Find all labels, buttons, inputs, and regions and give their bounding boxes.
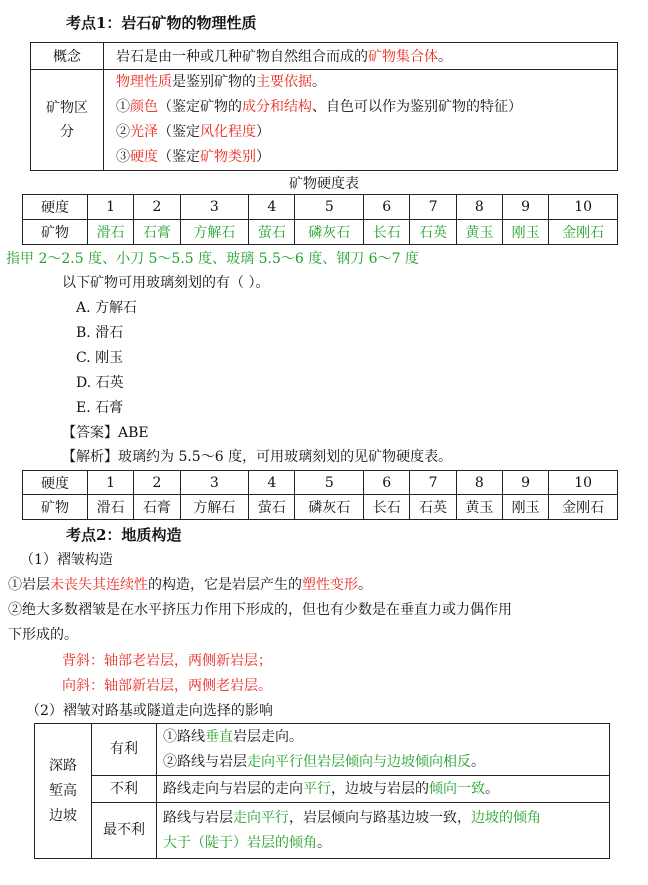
- distinction-line-3: [116, 120, 617, 145]
- mineral-cell: 长石: [364, 220, 410, 245]
- fold-point-2-line1: ②绝大多数褶皱是在水平挤压力作用下形成的，但也有少数是在垂直力或力偶作用: [8, 602, 512, 618]
- subheading-fold: （1）褶皱构造: [20, 552, 113, 568]
- option-d: D. 石英: [76, 375, 124, 391]
- r2c: ，边坡与岩层的: [331, 780, 429, 797]
- p1d: 塑性变形: [302, 577, 358, 593]
- favorable-label: 有利: [92, 724, 157, 776]
- l1c: 主要依据: [256, 74, 312, 90]
- favorable-line-1: [163, 725, 609, 750]
- option-a: A. 方解石: [76, 300, 138, 316]
- analysis: 【解析】玻璃约为 5.5～6 度，可用玻璃刻划的见矿物硬度表。: [62, 449, 453, 465]
- mineral-cell: 滑石: [88, 220, 134, 245]
- l4a: ③: [116, 149, 130, 165]
- mineral-cell: 萤石: [249, 220, 295, 245]
- r1l2a: ②路线与岩层: [163, 753, 247, 770]
- distinction-line-1: [116, 70, 617, 95]
- distinction-cell: [104, 70, 618, 171]
- favorable-line-2: [163, 750, 609, 775]
- mineral-row-label: 矿物: [23, 495, 88, 520]
- level-cell: 9: [502, 195, 548, 220]
- mineral-cell: 方解石: [180, 495, 249, 520]
- mineral-row: [23, 495, 618, 520]
- answer: 【答案】ABE: [62, 425, 149, 441]
- mineral-cell: 黄玉: [456, 220, 502, 245]
- r1l1a: ①路线: [163, 728, 205, 745]
- influence-table: [34, 723, 610, 859]
- r3l1d: 边坡的倾角: [471, 809, 541, 826]
- most-unfavorable-label: 最不利: [92, 803, 157, 859]
- influence-row-label: [35, 724, 92, 859]
- l3b: 光泽: [130, 124, 158, 140]
- l1d: 。: [312, 74, 326, 90]
- mineral-cell: 金刚石: [549, 495, 618, 520]
- hardness-header-label: 硬度: [23, 195, 88, 220]
- influence-row-label-text: 深路堑高边坡: [49, 757, 77, 824]
- mineral-cell: 石膏: [134, 220, 180, 245]
- hardness-table-2: [22, 470, 618, 520]
- r3l2b: 。: [317, 834, 331, 851]
- p1e: 。: [358, 577, 372, 593]
- mineral-cell: 刚玉: [502, 220, 548, 245]
- level-cell: 7: [410, 195, 456, 220]
- level-cell: 8: [456, 471, 502, 495]
- p1b: 未丧失其连续性: [50, 577, 148, 593]
- l2e: 、自色可以作为鉴别矿物的特征）: [312, 99, 522, 115]
- l3e: ）: [256, 124, 270, 140]
- level-cell: 5: [295, 471, 364, 495]
- l3d: 风化程度: [200, 124, 256, 140]
- r2d: 倾向一致: [429, 780, 485, 797]
- concept-label: 概念: [31, 43, 104, 70]
- distinction-label-text: 矿物区分: [46, 100, 88, 140]
- level-cell: 2: [134, 195, 180, 220]
- mineral-cell: 长石: [364, 495, 410, 520]
- mineral-cell: 磷灰石: [295, 220, 364, 245]
- concept-cell: [104, 43, 618, 70]
- mineral-row: [23, 220, 618, 245]
- r3l2a: 大于（陡于）岩层的倾角: [163, 834, 317, 851]
- level-cell: 6: [364, 195, 410, 220]
- most-unfavorable-cell: [157, 803, 610, 859]
- syncline-text: 向斜：轴部新岩层，两侧老岩层。: [62, 678, 272, 694]
- option-e: E. 石膏: [76, 400, 124, 416]
- level-cell: 7: [410, 471, 456, 495]
- most-unfavorable-line-1: [163, 806, 609, 831]
- hardness-note: 指甲 2～2.5 度、小刀 5～5.5 度、玻璃 5.5～6 度、钢刀 6～7 度: [6, 251, 419, 267]
- distinction-line-4: [116, 145, 617, 170]
- l1b: 是鉴别矿物的: [172, 74, 256, 90]
- r1l2b: 走向平行但岩层倾向与边坡倾向相反: [247, 753, 471, 770]
- anticline-text: 背斜：轴部老岩层，两侧新岩层；: [62, 653, 272, 669]
- distinction-label: [31, 70, 104, 171]
- level-cell: 1: [88, 471, 134, 495]
- favorable-cell: [157, 724, 610, 776]
- hardness-header-label: 硬度: [23, 471, 88, 495]
- l4b: 硬度: [130, 149, 158, 165]
- section2-title: 考点2：地质构造: [66, 526, 182, 544]
- l1a: 物理性质: [116, 74, 172, 90]
- concept-punct: 。: [438, 49, 452, 65]
- unfavorable-label: 不利: [92, 776, 157, 803]
- r2b: 平行: [303, 780, 331, 797]
- section1-title: 考点1：岩石矿物的物理性质: [66, 14, 257, 32]
- l2a: ①: [116, 99, 130, 115]
- mineral-cell: 石英: [410, 495, 456, 520]
- mineral-cell: 金刚石: [549, 220, 618, 245]
- fold-point-2-line2: 下形成的。: [8, 627, 78, 643]
- level-cell: 9: [502, 471, 548, 495]
- level-cell: 4: [249, 195, 295, 220]
- level-cell: 10: [549, 195, 618, 220]
- l3c: （鉴定: [158, 124, 200, 140]
- concept-text: 岩石是由一种或几种矿物自然组合而成的: [116, 49, 368, 65]
- r3l1b: 走向平行: [233, 809, 289, 826]
- hardness-header-row: [23, 195, 618, 220]
- r2a: 路线走向与岩层的走向: [163, 780, 303, 797]
- level-cell: 3: [180, 471, 249, 495]
- mineral-cell: 萤石: [249, 495, 295, 520]
- l4e: ）: [256, 149, 270, 165]
- distinction-line-2: [116, 95, 617, 120]
- unfavorable-cell: [157, 776, 610, 803]
- concept-highlight: 矿物集合体: [368, 49, 438, 65]
- p1a: ①岩层: [8, 577, 50, 593]
- mineral-cell: 滑石: [88, 495, 134, 520]
- level-cell: 6: [364, 471, 410, 495]
- mineral-cell: 方解石: [180, 220, 249, 245]
- r1l1c: 岩层走向。: [233, 728, 303, 745]
- level-cell: 3: [180, 195, 249, 220]
- fold-point-1: [8, 574, 372, 594]
- r3l1a: 路线与岩层: [163, 809, 233, 826]
- property-table: [30, 42, 618, 171]
- l4d: 矿物类别: [200, 149, 256, 165]
- level-cell: 1: [88, 195, 134, 220]
- l4c: （鉴定: [158, 149, 200, 165]
- question-stem: 以下矿物可用玻璃刻划的有（ ）。: [62, 275, 270, 291]
- r1l1b: 垂直: [205, 728, 233, 745]
- hardness-table-1: [22, 194, 618, 245]
- level-cell: 10: [549, 471, 618, 495]
- mineral-cell: 磷灰石: [295, 495, 364, 520]
- subheading-influence: （2）褶皱对路基或隧道走向选择的影响: [26, 703, 273, 719]
- p1c: 的构造，它是岩层产生的: [148, 577, 302, 593]
- level-cell: 2: [134, 471, 180, 495]
- option-c: C. 刚玉: [76, 350, 124, 366]
- mineral-row-label: 矿物: [23, 220, 88, 245]
- l2d: 成分和结构: [242, 99, 312, 115]
- mineral-cell: 刚玉: [502, 495, 548, 520]
- level-cell: 4: [249, 471, 295, 495]
- level-cell: 8: [456, 195, 502, 220]
- r2e: 。: [485, 780, 499, 797]
- level-cell: 5: [295, 195, 364, 220]
- most-unfavorable-line-2: [163, 831, 609, 856]
- l2c: （鉴定矿物的: [158, 99, 242, 115]
- option-b: B. 滑石: [76, 325, 124, 341]
- l2b: 颜色: [130, 99, 158, 115]
- r1l2c: 。: [471, 753, 485, 770]
- r3l1c: ，岩层倾向与路基边坡一致，: [289, 809, 471, 826]
- hardness-caption: 矿物硬度表: [289, 176, 359, 192]
- l3a: ②: [116, 124, 130, 140]
- mineral-cell: 黄玉: [456, 495, 502, 520]
- hardness-header-row: [23, 471, 618, 495]
- mineral-cell: 石膏: [134, 495, 180, 520]
- mineral-cell: 石英: [410, 220, 456, 245]
